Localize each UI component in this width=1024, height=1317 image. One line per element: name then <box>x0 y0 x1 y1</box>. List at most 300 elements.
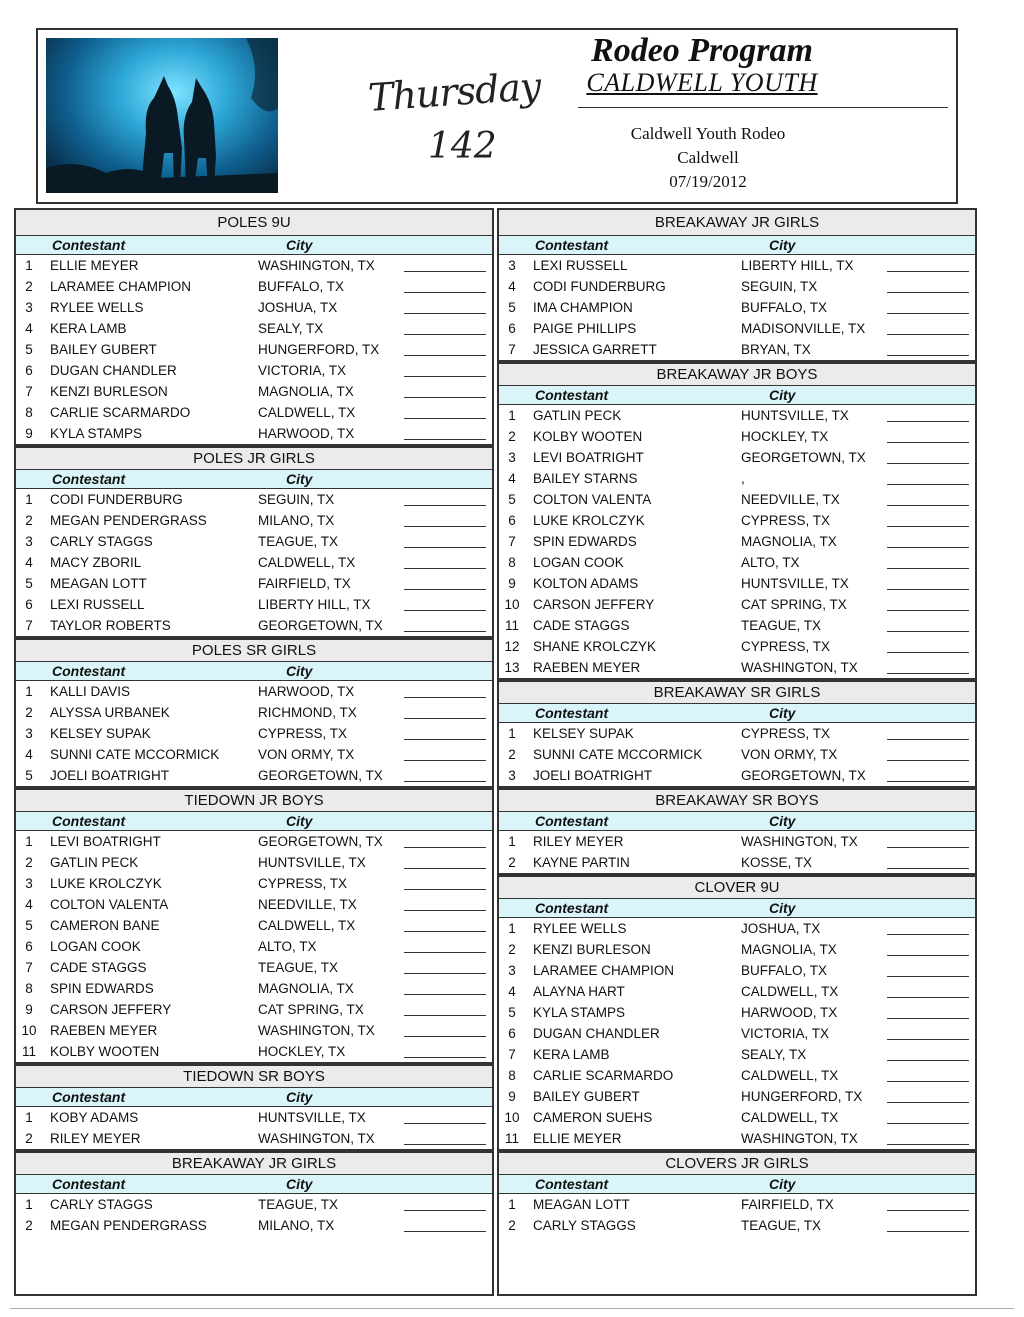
contestant-name: SPIN EDWARDS <box>533 534 637 549</box>
contestant-number: 4 <box>25 897 33 912</box>
event-section <box>499 210 975 360</box>
score-blank-line <box>404 418 486 419</box>
contestant-number: 2 <box>25 513 33 528</box>
score-blank-line <box>404 1036 486 1037</box>
score-blank-line <box>887 442 969 443</box>
contestant-name: KENZI BURLESON <box>50 384 168 399</box>
contestant-number: 5 <box>25 576 33 591</box>
contestant-row <box>499 765 975 786</box>
contestant-header: Contestant <box>52 1176 126 1192</box>
contestant-city: CALDWELL, TX <box>741 984 839 999</box>
contestant-row <box>499 1002 975 1023</box>
score-blank-line <box>404 397 486 398</box>
contestant-name: LEXI RUSSELL <box>50 597 145 612</box>
contestant-number: 4 <box>25 555 33 570</box>
contestant-name: CADE STAGGS <box>533 618 630 633</box>
left-column <box>14 208 494 1296</box>
contestant-city: WASHINGTON, TX <box>258 1023 375 1038</box>
contestant-city: CALDWELL, TX <box>741 1068 839 1083</box>
contestant-city: HARWOOD, TX <box>741 1005 838 1020</box>
contestant-row <box>499 510 975 531</box>
section-title: BREAKAWAY JR GIRLS <box>16 1149 492 1174</box>
contestant-row <box>16 339 492 360</box>
contestant-city: MAGNOLIA, TX <box>258 384 354 399</box>
section-title: POLES 9U <box>16 210 492 235</box>
contestant-header: Contestant <box>52 1089 126 1105</box>
contestant-city: SEGUIN, TX <box>741 279 818 294</box>
contestant-row <box>16 873 492 894</box>
contestant-name: MACY ZBORIL <box>50 555 142 570</box>
event-info <box>598 122 818 194</box>
contestant-row <box>499 939 975 960</box>
event-section <box>499 678 975 786</box>
contestant-city: TEAGUE, TX <box>258 534 339 549</box>
contestant-city: BUFFALO, TX <box>741 963 828 978</box>
contestant-row <box>16 297 492 318</box>
contestant-city: CYPRESS, TX <box>741 639 831 654</box>
contestant-name: KOLBY WOOTEN <box>50 1044 160 1059</box>
column-header-row <box>16 811 492 831</box>
contestant-name: SHANE KROLCZYK <box>533 639 657 654</box>
contestant-city: WASHINGTON, TX <box>741 660 858 675</box>
score-blank-line <box>887 292 969 293</box>
contestant-city: CYPRESS, TX <box>741 726 831 741</box>
contestant-number: 3 <box>25 726 33 741</box>
contestant-number: 7 <box>25 960 33 975</box>
contestant-city: CALDWELL, TX <box>258 918 356 933</box>
contestant-row <box>16 318 492 339</box>
contestant-row <box>16 978 492 999</box>
contestant-name: KYLA STAMPS <box>533 1005 626 1020</box>
contestant-number: 2 <box>508 429 516 444</box>
contestant-city: VICTORIA, TX <box>258 363 347 378</box>
contestant-number: 6 <box>25 597 33 612</box>
contestant-name: KENZI BURLESON <box>533 942 651 957</box>
contestant-number: 6 <box>508 1026 516 1041</box>
city-header: City <box>769 237 796 253</box>
contestant-row <box>499 489 975 510</box>
contestant-city: HUNTSVILLE, TX <box>258 855 366 870</box>
contestant-city: GEORGETOWN, TX <box>258 834 383 849</box>
contestant-city: CALDWELL, TX <box>258 405 356 420</box>
contestant-name: LARAMEE CHAMPION <box>533 963 675 978</box>
contestant-row <box>16 1020 492 1041</box>
score-blank-line <box>887 1123 969 1124</box>
contestant-number: 7 <box>25 618 33 633</box>
contestant-row <box>499 1065 975 1086</box>
contestant-number: 2 <box>25 279 33 294</box>
contestant-header: Contestant <box>52 663 126 679</box>
score-blank-line <box>887 1018 969 1019</box>
contestant-row <box>16 1215 492 1236</box>
contestant-city: FAIRFIELD, TX <box>258 576 351 591</box>
contestant-city: MAGNOLIA, TX <box>258 981 354 996</box>
contestant-header: Contestant <box>535 900 609 916</box>
contestant-number: 3 <box>25 876 33 891</box>
score-blank-line <box>887 739 969 740</box>
contestant-name: DUGAN CHANDLER <box>533 1026 660 1041</box>
city-header: City <box>769 813 796 829</box>
score-blank-line <box>887 955 969 956</box>
column-header-row <box>16 1174 492 1194</box>
contestant-number: 1 <box>508 834 516 849</box>
contestant-number: 9 <box>25 1002 33 1017</box>
event-section <box>16 1149 492 1236</box>
contestant-name: MEGAN PENDERGRASS <box>50 1218 207 1233</box>
contestant-city: VICTORIA, TX <box>741 1026 830 1041</box>
score-blank-line <box>887 868 969 869</box>
contestant-number: 7 <box>508 534 516 549</box>
contestant-number: 1 <box>25 684 33 699</box>
contestant-name: KELSEY SUPAK <box>533 726 634 741</box>
contestant-row <box>16 276 492 297</box>
contestant-number: 9 <box>25 426 33 441</box>
contestant-city: HOCKLEY, TX <box>258 1044 346 1059</box>
contestant-name: LARAMEE CHAMPION <box>50 279 192 294</box>
contestant-name: COLTON VALENTA <box>50 897 169 912</box>
contestant-number: 8 <box>508 555 516 570</box>
contestant-header: Contestant <box>535 705 609 721</box>
horse-silhouette-icon <box>46 38 278 193</box>
right-column <box>497 208 977 1296</box>
contestant-city: CALDWELL, TX <box>741 1110 839 1125</box>
contestant-row <box>499 531 975 552</box>
page-bottom-rule <box>10 1308 1014 1309</box>
contestant-header: Contestant <box>52 813 126 829</box>
contestant-number: 3 <box>508 258 516 273</box>
contestant-number: 1 <box>508 408 516 423</box>
contestant-city: CYPRESS, TX <box>741 513 831 528</box>
score-blank-line <box>887 355 969 356</box>
contestant-city: LIBERTY HILL, TX <box>258 597 371 612</box>
score-blank-line <box>404 610 486 611</box>
contestant-city: FAIRFIELD, TX <box>741 1197 834 1212</box>
city-header: City <box>769 1176 796 1192</box>
score-blank-line <box>404 1123 486 1124</box>
section-title: BREAKAWAY SR BOYS <box>499 786 975 811</box>
score-blank-line <box>887 505 969 506</box>
contestant-row <box>16 573 492 594</box>
contestant-name: LEVI BOATRIGHT <box>533 450 644 465</box>
contestant-name: CARLY STAGGS <box>533 1218 636 1233</box>
contestant-row <box>499 1023 975 1044</box>
event-name: Caldwell Youth Rodeo <box>630 124 786 143</box>
contestant-name: SUNNI CATE MCCORMICK <box>533 747 703 762</box>
event-section <box>16 786 492 1062</box>
section-title: BREAKAWAY SR GIRLS <box>499 678 975 703</box>
score-blank-line <box>887 652 969 653</box>
event-section <box>16 444 492 636</box>
contestant-row <box>499 981 975 1002</box>
contestant-name: KERA LAMB <box>533 1047 610 1062</box>
contestant-number: 2 <box>508 855 516 870</box>
contestant-row <box>499 318 975 339</box>
contestant-row <box>499 255 975 276</box>
contestant-row <box>499 468 975 489</box>
handwritten-day: Thursday <box>366 64 542 120</box>
event-section <box>16 636 492 786</box>
score-blank-line <box>404 439 486 440</box>
section-title: TIEDOWN SR BOYS <box>16 1062 492 1087</box>
column-header-row <box>499 898 975 918</box>
column-header-row <box>499 1174 975 1194</box>
contestant-row <box>499 723 975 744</box>
contestant-name: CAMERON SUEHS <box>533 1110 653 1125</box>
contestant-number: 4 <box>508 984 516 999</box>
contestant-row <box>16 999 492 1020</box>
contestant-name: PAIGE PHILLIPS <box>533 321 637 336</box>
contestant-city: HUNTSVILLE, TX <box>741 408 849 423</box>
score-blank-line <box>404 781 486 782</box>
column-header-row <box>16 235 492 255</box>
contestant-row <box>499 831 975 852</box>
contestant-number: 12 <box>504 639 520 654</box>
score-blank-line <box>404 931 486 932</box>
contestant-city: MAGNOLIA, TX <box>741 534 837 549</box>
contestant-row <box>499 960 975 981</box>
contestant-number: 11 <box>21 1044 36 1059</box>
contestant-row <box>499 405 975 426</box>
contestant-city: CYPRESS, TX <box>258 726 348 741</box>
contestant-name: LEXI RUSSELL <box>533 258 628 273</box>
contestant-city: WASHINGTON, TX <box>258 1131 375 1146</box>
contestant-city: HARWOOD, TX <box>258 684 355 699</box>
event-section <box>499 1149 975 1236</box>
contestant-name: LUKE KROLCZYK <box>533 513 645 528</box>
score-blank-line <box>404 952 486 953</box>
contestant-name: KELSEY SUPAK <box>50 726 151 741</box>
score-blank-line <box>887 631 969 632</box>
contestant-number: 1 <box>25 1110 33 1125</box>
contestant-row <box>499 657 975 678</box>
contestant-city: ALTO, TX <box>741 555 800 570</box>
score-blank-line <box>404 760 486 761</box>
city-header: City <box>769 705 796 721</box>
section-title: CLOVER 9U <box>499 873 975 898</box>
city-header: City <box>286 1089 313 1105</box>
contestant-number: 4 <box>508 279 516 294</box>
contestant-city: BUFFALO, TX <box>258 279 345 294</box>
contestant-number: 11 <box>504 1131 519 1146</box>
contestant-name: BAILEY GUBERT <box>50 342 157 357</box>
score-blank-line <box>887 1231 969 1232</box>
contestant-header: Contestant <box>535 387 609 403</box>
contestant-city: GEORGETOWN, TX <box>258 768 383 783</box>
event-location: Caldwell <box>677 148 739 167</box>
contestant-name: KYLA STAMPS <box>50 426 143 441</box>
contestant-row <box>499 615 975 636</box>
contestant-city: MADISONVILLE, TX <box>741 321 866 336</box>
score-blank-line <box>887 1081 969 1082</box>
contestant-name: CODI FUNDERBURG <box>50 492 183 507</box>
contestant-name: DUGAN CHANDLER <box>50 363 177 378</box>
section-title: BREAKAWAY JR BOYS <box>499 360 975 385</box>
score-blank-line <box>404 868 486 869</box>
event-section <box>16 1062 492 1149</box>
contestant-name: CARLY STAGGS <box>50 1197 153 1212</box>
contestant-name: IMA CHAMPION <box>533 300 633 315</box>
contestant-city: TEAGUE, TX <box>741 618 822 633</box>
contestant-number: 2 <box>508 1218 516 1233</box>
contestant-city: WASHINGTON, TX <box>741 834 858 849</box>
column-header-row <box>499 235 975 255</box>
contestant-row <box>16 255 492 276</box>
contestant-number: 10 <box>21 1023 37 1038</box>
contestant-number: 7 <box>508 342 516 357</box>
score-blank-line <box>887 526 969 527</box>
contestant-city: HUNTSVILLE, TX <box>741 576 849 591</box>
contestant-name: JOELI BOATRIGHT <box>533 768 653 783</box>
score-blank-line <box>404 355 486 356</box>
score-blank-line <box>887 271 969 272</box>
contestant-city: SEALY, TX <box>741 1047 807 1062</box>
contestant-city: KOSSE, TX <box>741 855 813 870</box>
contestant-city: CALDWELL, TX <box>258 555 356 570</box>
score-blank-line <box>887 463 969 464</box>
contestant-name: CADE STAGGS <box>50 960 147 975</box>
contestant-number: 3 <box>508 450 516 465</box>
contestant-number: 2 <box>25 705 33 720</box>
contestant-header: Contestant <box>52 237 126 253</box>
contestant-row <box>16 489 492 510</box>
contestant-row <box>16 894 492 915</box>
score-blank-line <box>887 484 969 485</box>
subtitle-divider <box>578 107 948 108</box>
contestant-name: CARLIE SCARMARDO <box>533 1068 674 1083</box>
contestant-row <box>499 339 975 360</box>
score-blank-line <box>887 334 969 335</box>
contestant-row <box>16 681 492 702</box>
contestant-city: CAT SPRING, TX <box>258 1002 364 1017</box>
contestant-number: 5 <box>25 768 33 783</box>
contestant-name: GATLIN PECK <box>533 408 622 423</box>
section-title: BREAKAWAY JR GIRLS <box>499 210 975 235</box>
contestant-row <box>16 1128 492 1149</box>
contestant-name: JESSICA GARRETT <box>533 342 657 357</box>
contestant-city: CYPRESS, TX <box>258 876 348 891</box>
contestant-city: SEGUIN, TX <box>258 492 335 507</box>
contestant-name: KOBY ADAMS <box>50 1110 139 1125</box>
contestant-city: CAT SPRING, TX <box>741 597 847 612</box>
section-title: CLOVERS JR GIRLS <box>499 1149 975 1174</box>
contestant-name: KOLTON ADAMS <box>533 576 639 591</box>
contestant-name: LOGAN COOK <box>50 939 141 954</box>
contestant-row <box>16 360 492 381</box>
contestant-city: BRYAN, TX <box>741 342 811 357</box>
contestant-city: GEORGETOWN, TX <box>741 768 866 783</box>
contestant-name: LOGAN COOK <box>533 555 624 570</box>
contestant-city: MILANO, TX <box>258 1218 335 1233</box>
contestant-row <box>16 957 492 978</box>
contestant-name: BAILEY STARNS <box>533 471 638 486</box>
contestant-city: TEAGUE, TX <box>741 1218 822 1233</box>
contestant-number: 6 <box>508 513 516 528</box>
contestant-number: 3 <box>508 963 516 978</box>
contestant-name: SPIN EDWARDS <box>50 981 154 996</box>
contestant-number: 5 <box>508 300 516 315</box>
city-header: City <box>286 663 313 679</box>
contestant-row <box>499 1194 975 1215</box>
contestant-number: 2 <box>25 855 33 870</box>
contestant-name: KALLI DAVIS <box>50 684 131 699</box>
contestant-row <box>499 276 975 297</box>
score-blank-line <box>887 421 969 422</box>
score-blank-line <box>404 1144 486 1145</box>
contestant-name: RAEBEN MEYER <box>50 1023 158 1038</box>
contestant-number: 8 <box>25 405 33 420</box>
contestant-number: 5 <box>508 1005 516 1020</box>
score-blank-line <box>404 1210 486 1211</box>
contestant-city: NEEDVILLE, TX <box>741 492 840 507</box>
contestant-name: KERA LAMB <box>50 321 127 336</box>
contestant-name: LUKE KROLCZYK <box>50 876 162 891</box>
score-blank-line <box>404 547 486 548</box>
contestant-city: NEEDVILLE, TX <box>258 897 357 912</box>
contestant-name: BAILEY GUBERT <box>533 1089 640 1104</box>
contestant-number: 13 <box>504 660 520 675</box>
score-blank-line <box>404 739 486 740</box>
event-section <box>499 786 975 873</box>
contestant-row <box>16 831 492 852</box>
contestant-row <box>499 918 975 939</box>
score-blank-line <box>404 994 486 995</box>
contestant-name: RYLEE WELLS <box>533 921 627 936</box>
contestant-row <box>16 381 492 402</box>
score-blank-line <box>404 271 486 272</box>
contestant-row <box>499 552 975 573</box>
contestant-number: 6 <box>25 939 33 954</box>
contestant-name: SUNNI CATE MCCORMICK <box>50 747 220 762</box>
score-blank-line <box>887 610 969 611</box>
contestant-name: RAEBEN MEYER <box>533 660 641 675</box>
contestant-name: CARSON JEFFERY <box>50 1002 172 1017</box>
column-header-row <box>499 385 975 405</box>
city-header: City <box>769 387 796 403</box>
contestant-city: HUNGERFORD, TX <box>258 342 380 357</box>
score-blank-line <box>404 718 486 719</box>
score-blank-line <box>887 547 969 548</box>
program-header <box>36 28 958 204</box>
contestant-city: , <box>741 471 745 486</box>
contestant-header: Contestant <box>52 471 126 487</box>
contestant-number: 2 <box>508 942 516 957</box>
contestant-number: 11 <box>504 618 519 633</box>
city-header: City <box>286 813 313 829</box>
section-title: POLES JR GIRLS <box>16 444 492 469</box>
contestant-row <box>499 852 975 873</box>
contestant-number: 10 <box>504 597 520 612</box>
contestant-number: 1 <box>508 1197 516 1212</box>
score-blank-line <box>404 313 486 314</box>
contestant-number: 10 <box>504 1110 520 1125</box>
contestant-row <box>16 852 492 873</box>
contestant-row <box>499 297 975 318</box>
event-section <box>16 210 492 444</box>
contestant-name: GATLIN PECK <box>50 855 139 870</box>
contestant-row <box>16 915 492 936</box>
contestant-row <box>16 594 492 615</box>
contestant-city: HUNTSVILLE, TX <box>258 1110 366 1125</box>
city-header: City <box>286 237 313 253</box>
city-header: City <box>286 471 313 487</box>
contestant-city: LIBERTY HILL, TX <box>741 258 854 273</box>
contestant-number: 1 <box>25 1197 33 1212</box>
contestant-name: CAMERON BANE <box>50 918 160 933</box>
score-blank-line <box>404 910 486 911</box>
contestant-name: CODI FUNDERBURG <box>533 279 666 294</box>
contestant-name: KAYNE PARTIN <box>533 855 630 870</box>
contestant-number: 5 <box>25 918 33 933</box>
